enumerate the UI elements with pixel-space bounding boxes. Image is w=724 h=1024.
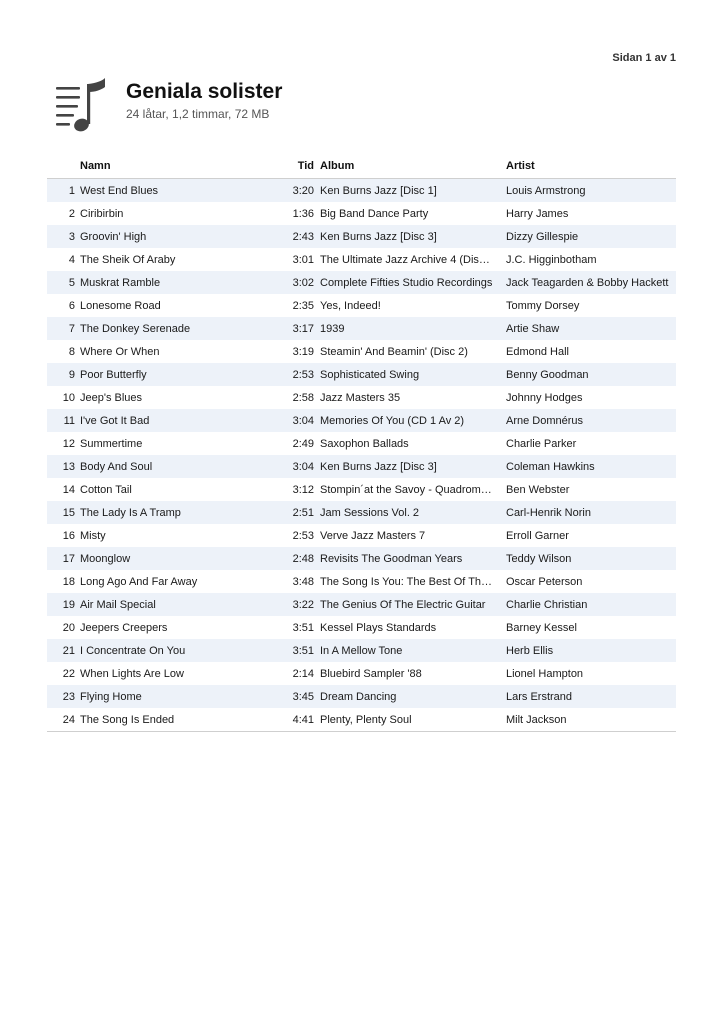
playlist-icon bbox=[52, 78, 108, 136]
track-time: 3:48 bbox=[292, 575, 314, 588]
track-album: The Ultimate Jazz Archive 4 (Dis… bbox=[320, 253, 490, 266]
track-name: The Donkey Serenade bbox=[80, 317, 278, 340]
track-album: Yes, Indeed! bbox=[320, 299, 381, 312]
track-name: The Lady Is A Tramp bbox=[80, 501, 278, 524]
table-row bbox=[47, 570, 676, 593]
track-artist: Lars Erstrand bbox=[500, 685, 676, 708]
track-number: 7 bbox=[47, 317, 80, 340]
track-artist: Ben Webster bbox=[506, 483, 570, 496]
table-row bbox=[47, 501, 676, 524]
track-number: 16 bbox=[62, 529, 75, 542]
playlist-title: Geniala solister bbox=[126, 80, 283, 103]
track-album: Sophisticated Swing bbox=[320, 363, 500, 386]
track-name: Where Or When bbox=[80, 345, 160, 358]
track-album: Ken Burns Jazz [Disc 1] bbox=[320, 179, 500, 203]
track-time: 2:58 bbox=[292, 391, 314, 404]
track-album: Stompin´at the Savoy - Quadrom… bbox=[320, 483, 492, 496]
table-row bbox=[47, 225, 676, 248]
track-number: 12 bbox=[62, 437, 75, 450]
track-name: I Concentrate On You bbox=[80, 639, 278, 662]
track-time: 2:35 bbox=[292, 299, 314, 312]
track-number: 8 bbox=[68, 345, 75, 358]
track-time: 3:17 bbox=[278, 317, 320, 340]
track-number: 14 bbox=[62, 483, 75, 496]
track-number: 4 bbox=[68, 253, 75, 266]
track-time: 3:51 bbox=[278, 639, 320, 662]
table-row bbox=[47, 478, 676, 501]
table-row bbox=[47, 363, 676, 386]
track-time: 2:51 bbox=[278, 501, 320, 524]
track-number: 18 bbox=[62, 575, 75, 588]
track-artist: Charlie Christian bbox=[500, 593, 676, 616]
track-artist: Milt Jackson bbox=[500, 708, 676, 732]
track-name: West End Blues bbox=[80, 179, 278, 203]
track-album: In A Mellow Tone bbox=[320, 639, 500, 662]
track-name: The Song Is Ended bbox=[80, 708, 278, 732]
table-row bbox=[47, 455, 676, 478]
track-number: 21 bbox=[47, 639, 80, 662]
track-artist: Jack Teagarden & Bobby Hackett bbox=[500, 271, 676, 294]
header-name: Namn bbox=[80, 154, 278, 179]
track-name: Summertime bbox=[80, 437, 143, 450]
track-number: 5 bbox=[47, 271, 80, 294]
track-artist: Arne Domnérus bbox=[500, 409, 676, 432]
track-number: 3 bbox=[47, 225, 80, 248]
track-time: 2:14 bbox=[292, 667, 314, 680]
header-album: Album bbox=[320, 154, 500, 179]
track-artist: Louis Armstrong bbox=[500, 179, 676, 203]
playlist-header bbox=[52, 78, 282, 136]
track-name: Groovin' High bbox=[80, 225, 278, 248]
table-row bbox=[47, 248, 676, 271]
track-time: 2:48 bbox=[278, 547, 320, 570]
track-name: Misty bbox=[80, 529, 106, 542]
track-name: Body And Soul bbox=[80, 455, 278, 478]
track-number: 1 bbox=[47, 179, 80, 203]
track-artist: Coleman Hawkins bbox=[500, 455, 676, 478]
track-list bbox=[47, 179, 676, 732]
track-album: The Song Is You: The Best Of Th… bbox=[320, 575, 493, 588]
track-number: 11 bbox=[47, 409, 80, 432]
track-name: Poor Butterfly bbox=[80, 363, 278, 386]
track-artist: Erroll Garner bbox=[506, 529, 569, 542]
table-header-row bbox=[47, 154, 676, 179]
track-time: 3:19 bbox=[292, 345, 314, 358]
track-table bbox=[47, 154, 676, 732]
track-album: Ken Burns Jazz [Disc 3] bbox=[320, 225, 500, 248]
track-artist: Lionel Hampton bbox=[506, 667, 584, 680]
track-number: 19 bbox=[47, 593, 80, 616]
track-album: Verve Jazz Masters 7 bbox=[320, 529, 426, 542]
track-time: 4:41 bbox=[278, 708, 320, 732]
track-time: 2:43 bbox=[278, 225, 320, 248]
table-row bbox=[47, 432, 676, 455]
track-album: Jam Sessions Vol. 2 bbox=[320, 501, 500, 524]
track-name: The Sheik Of Araby bbox=[80, 253, 176, 266]
track-time: 3:20 bbox=[278, 179, 320, 203]
track-artist: Benny Goodman bbox=[500, 363, 676, 386]
track-name: Jeepers Creepers bbox=[80, 621, 168, 634]
track-artist: Edmond Hall bbox=[506, 345, 569, 358]
track-number: 17 bbox=[47, 547, 80, 570]
track-artist: Dizzy Gillespie bbox=[500, 225, 676, 248]
track-artist: Carl-Henrik Norin bbox=[500, 501, 676, 524]
table-row bbox=[47, 708, 676, 732]
track-artist: Harry James bbox=[506, 207, 569, 220]
table-row bbox=[47, 202, 676, 225]
track-time: 1:36 bbox=[292, 207, 314, 220]
track-album: Bluebird Sampler '88 bbox=[320, 667, 422, 680]
table-row bbox=[47, 317, 676, 340]
track-name: I've Got It Bad bbox=[80, 409, 278, 432]
track-time: 3:04 bbox=[278, 455, 320, 478]
table-row bbox=[47, 340, 676, 363]
track-time: 3:12 bbox=[292, 483, 314, 496]
track-album: Revisits The Goodman Years bbox=[320, 547, 500, 570]
track-number: 2 bbox=[68, 207, 75, 220]
track-artist: Herb Ellis bbox=[500, 639, 676, 662]
track-name: When Lights Are Low bbox=[80, 667, 184, 680]
header-number bbox=[47, 154, 80, 179]
track-album: Saxophon Ballads bbox=[320, 437, 409, 450]
track-time: 3:04 bbox=[278, 409, 320, 432]
track-number: 15 bbox=[47, 501, 80, 524]
track-artist: Johnny Hodges bbox=[506, 391, 583, 404]
table-row bbox=[47, 294, 676, 317]
track-name: Muskrat Ramble bbox=[80, 271, 278, 294]
track-number: 20 bbox=[62, 621, 75, 634]
track-artist: Artie Shaw bbox=[500, 317, 676, 340]
track-artist: Tommy Dorsey bbox=[506, 299, 580, 312]
track-number: 23 bbox=[47, 685, 80, 708]
track-artist: Teddy Wilson bbox=[500, 547, 676, 570]
track-time: 3:01 bbox=[292, 253, 314, 266]
track-album: Plenty, Plenty Soul bbox=[320, 708, 500, 732]
track-time: 3:22 bbox=[278, 593, 320, 616]
track-artist: Barney Kessel bbox=[506, 621, 577, 634]
track-time: 3:51 bbox=[292, 621, 314, 634]
table-row bbox=[47, 593, 676, 616]
track-artist: J.C. Higginbotham bbox=[506, 253, 597, 266]
track-album: Memories Of You (CD 1 Av 2) bbox=[320, 409, 500, 432]
track-album: Ken Burns Jazz [Disc 3] bbox=[320, 455, 500, 478]
track-album: 1939 bbox=[320, 317, 500, 340]
track-name: Ciribirbin bbox=[80, 207, 124, 220]
track-number: 6 bbox=[68, 299, 75, 312]
track-time: 2:53 bbox=[278, 363, 320, 386]
header-time: Tid bbox=[278, 154, 320, 179]
track-name: Flying Home bbox=[80, 685, 278, 708]
table-row bbox=[47, 524, 676, 547]
table-row bbox=[47, 662, 676, 685]
track-album: Jazz Masters 35 bbox=[320, 391, 401, 404]
table-row bbox=[47, 271, 676, 294]
track-number: 10 bbox=[62, 391, 75, 404]
track-album: Dream Dancing bbox=[320, 685, 500, 708]
table-row bbox=[47, 685, 676, 708]
track-album: Big Band Dance Party bbox=[320, 207, 429, 220]
track-name: Long Ago And Far Away bbox=[80, 575, 198, 588]
track-artist: Oscar Peterson bbox=[506, 575, 583, 588]
track-album: Complete Fifties Studio Recordings bbox=[320, 271, 500, 294]
track-name: Air Mail Special bbox=[80, 593, 278, 616]
track-album: Kessel Plays Standards bbox=[320, 621, 437, 634]
track-album: The Genius Of The Electric Guitar bbox=[320, 593, 500, 616]
track-number: 9 bbox=[47, 363, 80, 386]
playlist-summary: 24 låtar, 1,2 timmar, 72 MB bbox=[126, 107, 270, 121]
track-time: 2:49 bbox=[292, 437, 314, 450]
track-time: 3:45 bbox=[278, 685, 320, 708]
table-row bbox=[47, 386, 676, 409]
table-row bbox=[47, 547, 676, 570]
track-number: 22 bbox=[62, 667, 75, 680]
header-artist: Artist bbox=[500, 154, 676, 179]
track-name: Moonglow bbox=[80, 547, 278, 570]
track-time: 2:53 bbox=[292, 529, 314, 542]
track-number: 13 bbox=[47, 455, 80, 478]
table-row bbox=[47, 409, 676, 432]
track-number: 24 bbox=[47, 708, 80, 732]
page-number: Sidan 1 av 1 bbox=[612, 52, 676, 64]
playlist-info bbox=[126, 78, 282, 121]
table-row bbox=[47, 179, 676, 203]
track-name: Lonesome Road bbox=[80, 299, 161, 312]
table-row bbox=[47, 639, 676, 662]
track-time: 3:02 bbox=[278, 271, 320, 294]
track-name: Cotton Tail bbox=[80, 483, 132, 496]
track-album: Steamin' And Beamin' (Disc 2) bbox=[320, 345, 468, 358]
track-artist: Charlie Parker bbox=[506, 437, 577, 450]
track-name: Jeep's Blues bbox=[80, 391, 143, 404]
table-row bbox=[47, 616, 676, 639]
